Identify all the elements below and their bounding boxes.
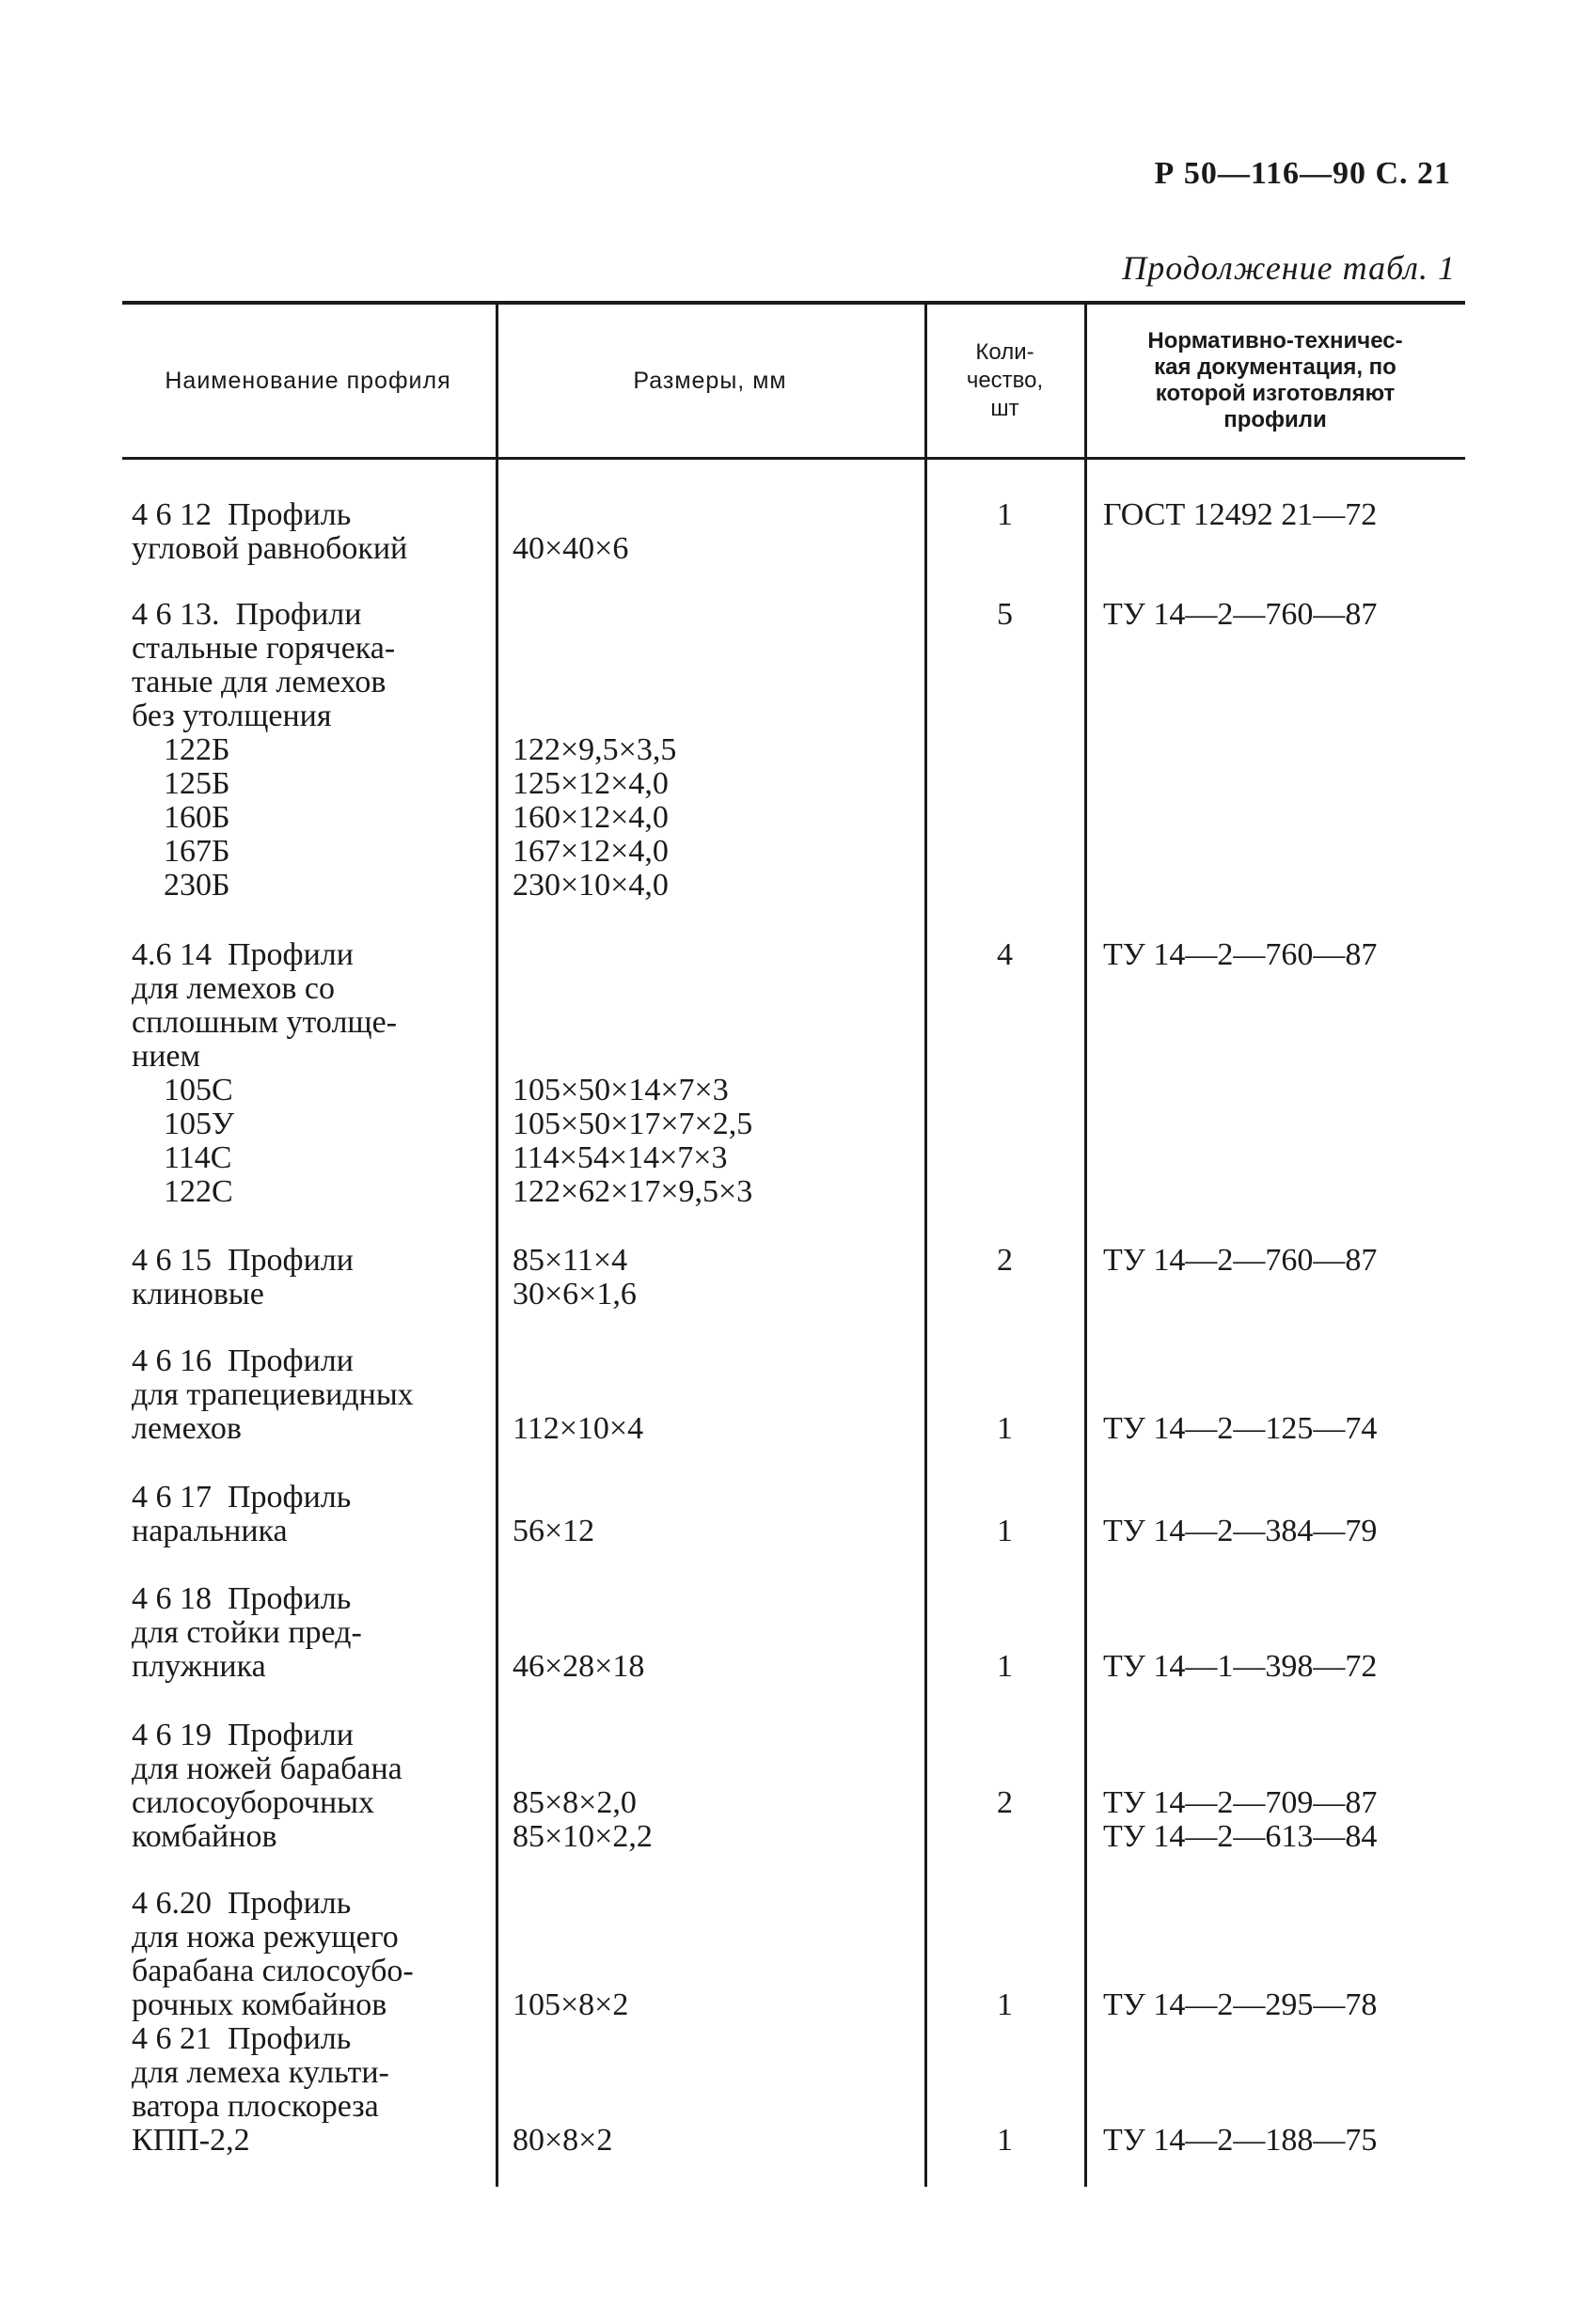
table-row-doc: ТУ 14—2—760—87 xyxy=(1103,937,1378,972)
column-divider-1 xyxy=(496,303,498,2187)
column-header-name: Наименование профиля xyxy=(165,367,451,394)
table-row-size: 105×8×2 xyxy=(513,1987,629,2022)
table-row-name: 4 6 16 Профили для трапециевидных лемехов xyxy=(132,1343,414,1446)
table-row-doc: ТУ 14—2—760—87 xyxy=(1103,597,1378,632)
column-divider-3 xyxy=(1084,303,1087,2187)
table-row-qty: 2 xyxy=(997,1785,1013,1820)
table-row-size: 122×9,5×3,5 125×12×4,0 160×12×4,0 167×12×4,0 230×10×4,0 xyxy=(513,732,677,903)
table-row-size: 85×11×4 30×6×1,6 xyxy=(513,1243,637,1311)
table-row-name: 4.6 14 Профили для лемехов со сплошным утолще- нием 105С 105У 114С 122С xyxy=(132,937,398,1209)
table-caption: Продолжение табл. 1 xyxy=(1122,249,1456,287)
table-row-qty: 1 xyxy=(997,2123,1013,2158)
table-row-qty: 1 xyxy=(997,1649,1013,1684)
table-row-qty: 1 xyxy=(997,1987,1013,2022)
table-row-name: 4 6 21 Профиль для лемеха культи- ватора плоскореза КПП-2,2 xyxy=(132,2021,389,2158)
table-row-doc: ТУ 14—2—188—75 xyxy=(1103,2123,1378,2158)
table-row-name: 4 6 18 Профиль для стойки пред- плужника xyxy=(132,1581,362,1684)
table-row-doc: ТУ 14—2—709—87 ТУ 14—2—613—84 xyxy=(1103,1785,1378,1854)
table-row-name: 4 6 12 Профиль угловой равнобокий xyxy=(132,497,408,566)
table-row-name: 4 6 13. Профили стальные горячека- таные для лемехов без утолщения 122Б 125Б 160Б 167Б 230Б xyxy=(132,597,396,903)
table-row-qty: 1 xyxy=(997,1411,1013,1446)
table-row-qty: 2 xyxy=(997,1243,1013,1278)
table-top-rule xyxy=(122,301,1465,305)
column-divider-2 xyxy=(924,303,927,2187)
column-header-size: Размеры, мм xyxy=(633,367,787,394)
table-row-qty: 1 xyxy=(997,497,1013,532)
table-row-doc: ТУ 14—1—398—72 xyxy=(1103,1649,1378,1684)
table-row-doc: ТУ 14—2—760—87 xyxy=(1103,1243,1378,1278)
table-row-name: 4 6 17 Профиль наральника xyxy=(132,1480,352,1548)
table-row-doc: ТУ 14—2—384—79 xyxy=(1103,1514,1378,1548)
table-row-name: 4 6 15 Профили клиновые xyxy=(132,1243,354,1311)
column-header-doc: Нормативно-техничес- кая документация, по которой изготовляют профили xyxy=(1147,328,1403,432)
table-header-rule xyxy=(122,457,1465,460)
table-row-name: 4 6.20 Профиль для ножа режущего барабана силосоубо- рочных комбайнов xyxy=(132,1886,414,2022)
document-code: Р 50—116—90 С. 21 xyxy=(1154,156,1451,191)
table-row-size: 105×50×14×7×3 105×50×17×7×2,5 114×54×14×7×3 122×62×17×9,5×3 xyxy=(513,1073,753,1209)
table-row-qty: 1 xyxy=(997,1514,1013,1548)
table-row-size: 80×8×2 xyxy=(513,2123,613,2158)
column-header-qty: Коли- чество, шт xyxy=(966,339,1044,421)
table-row-size: 40×40×6 xyxy=(513,531,629,566)
table-row-size: 85×8×2,0 85×10×2,2 xyxy=(513,1785,653,1854)
table-row-doc: ТУ 14—2—125—74 xyxy=(1103,1411,1378,1446)
table-row-doc: ГОСТ 12492 21—72 xyxy=(1103,497,1378,532)
table-row-size: 56×12 xyxy=(513,1514,595,1548)
table-row-doc: ТУ 14—2—295—78 xyxy=(1103,1987,1378,2022)
table-row-qty: 4 xyxy=(997,937,1013,972)
table-row-size: 46×28×18 xyxy=(513,1649,645,1684)
table-row-size: 112×10×4 xyxy=(513,1411,644,1446)
table-row-qty: 5 xyxy=(997,597,1013,632)
table-row-name: 4 6 19 Профили для ножей барабана силосоуборочных комбайнов xyxy=(132,1718,402,1854)
